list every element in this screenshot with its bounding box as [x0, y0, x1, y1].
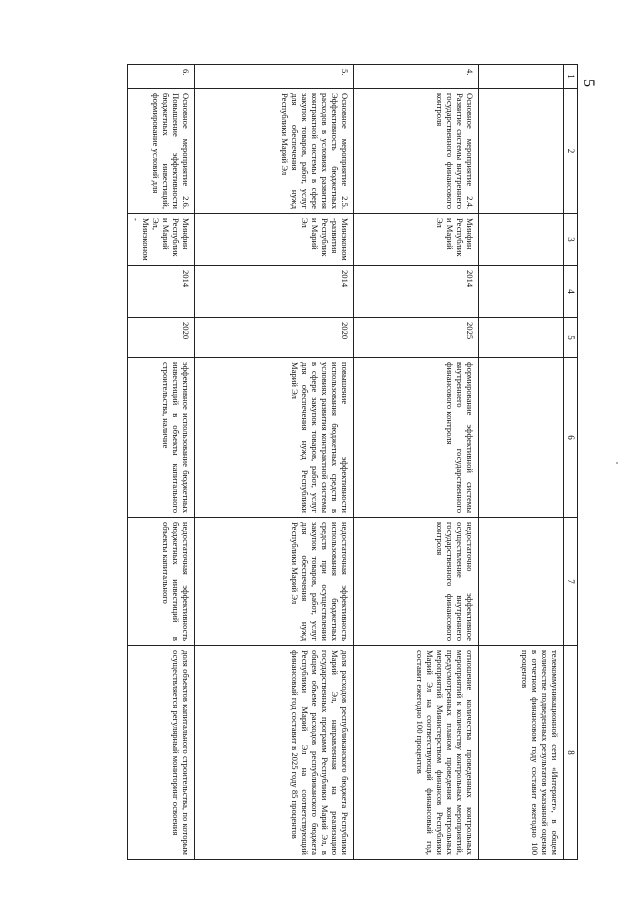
cell-indicator: телекоммуникационной сети «Интернет», в общем количестве подведенных результатов указанной оценки в отчетном финансовом году составит ежегодно 100 процентов	[479, 646, 564, 860]
cell-executor: Минфин Республики Марий Эл, Минэконом-	[127, 214, 195, 266]
page-number: 5	[580, 79, 597, 87]
scan-speck	[616, 462, 618, 464]
cell-start: 2014	[195, 266, 354, 318]
cell-result: формирование эффективной системы внутреннего государственного финансового контроля	[354, 358, 479, 518]
cell-event	[479, 89, 564, 214]
col-header-8: 8	[564, 646, 578, 860]
cell-risk	[479, 518, 564, 646]
cell-indicator: доля расходов республиканского бюджета Республики Марий Эл, направленная на реализацию государственных программ Республики Марий Эл, в общем объеме расходов республиканского бюджета Республики Марий Эл на соответствующий финансовый год составит в 2025 году 85 процентов	[195, 646, 354, 860]
table-row	[127, 65, 195, 860]
col-header-2: 2	[564, 89, 578, 214]
cell-num: 4.	[354, 65, 479, 89]
cell-indicator: доля объектов капитального строительства, по которым осуществляется регулярный мониторинг освоения	[127, 646, 195, 860]
cell-risk: недостаточно эффективное осуществление внутреннего государственного финансового контроля	[354, 518, 479, 646]
cell-num: 5.	[195, 65, 354, 89]
cell-start: 2014	[127, 266, 195, 318]
col-header-7: 7	[564, 518, 578, 646]
cell-executor: Минэконом-развития Республики Марий Эл	[195, 214, 354, 266]
cell-risk: недостаточная эффективность бюджетных инвестиций в объекты капитального	[127, 518, 195, 646]
program-events-table	[127, 64, 578, 860]
cell-start: 2014	[354, 266, 479, 318]
cell-executor	[479, 214, 564, 266]
table-row	[479, 65, 564, 860]
cell-result: эффективное использование бюджетных инвестиций в объекты капитального строительства, наличие	[127, 358, 195, 518]
header-row	[564, 65, 578, 860]
table-row	[354, 65, 479, 860]
cell-end: 2020	[127, 318, 195, 358]
cell-result	[479, 358, 564, 518]
col-header-5: 5	[564, 318, 578, 358]
cell-result: повышение эффективности использования бюджетных средств в условиях развития контрактной системы в сфере закупок товаров, работ, услуг для обеспечения нужд Республики Марий Эл	[195, 358, 354, 518]
col-header-6: 6	[564, 358, 578, 518]
cell-num	[479, 65, 564, 89]
cell-event: Основное мероприятие 2.6. Повышение эффективности бюджетных инвестиций, формирование условий для	[127, 89, 195, 214]
cell-risk: недостаточная эффективность использования бюджетных средств при осуществлении закупок товаров, работ, услуг для обеспечения нужд Республики Марий Эл	[195, 518, 354, 646]
col-header-3: 3	[564, 214, 578, 266]
cell-end: 2020	[195, 318, 354, 358]
cell-num: 6.	[127, 65, 195, 89]
cell-event: Основное мероприятие 2.5. Эффективность бюджетных расходов в условиях развития контрактной системы в сфере закупок товаров, работ, услуг для обеспечения нужд Республики Марий Эл	[195, 89, 354, 214]
col-header-1: 1	[564, 65, 578, 89]
col-header-4: 4	[564, 266, 578, 318]
table-row	[195, 65, 354, 860]
cell-end	[479, 318, 564, 358]
cell-indicator: отношение количества проведенных контрольных мероприятий к количеству контрольных мероприятий, предусмотренных планом проведения контрольных мероприятий Министерством финансов Республики Марий Эл на соответствующий финансовый год, составит ежегодно 100 процентов	[354, 646, 479, 860]
cell-end: 2025	[354, 318, 479, 358]
rotated-table-wrapper	[112, 64, 578, 859]
cell-executor: Минфин Республики Марий Эл	[354, 214, 479, 266]
cell-start	[479, 266, 564, 318]
cell-event: Основное мероприятие 2.4. Развитие системы внутреннего государственного финансового контроля	[354, 89, 479, 214]
